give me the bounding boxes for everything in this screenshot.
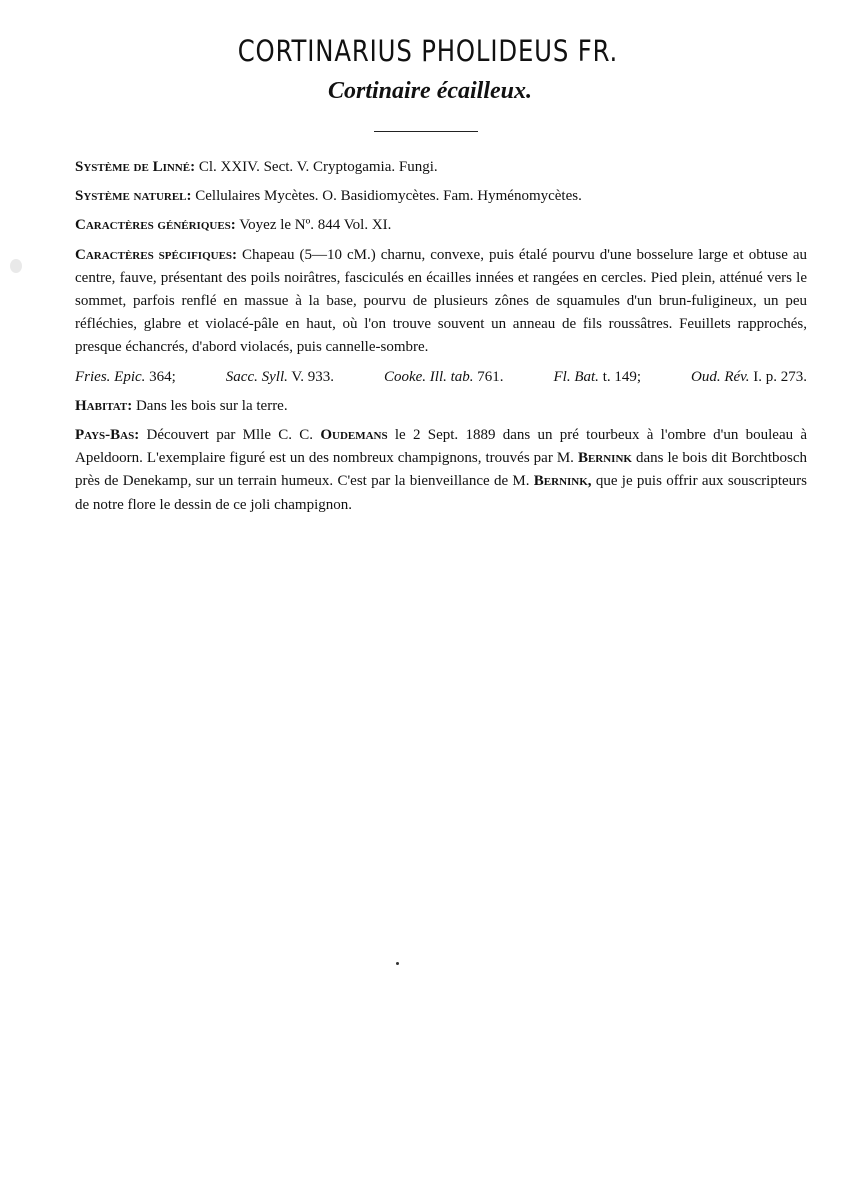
ink-speck: [396, 962, 399, 965]
ref-detail: t. 149;: [602, 368, 642, 385]
ref-oud: [691, 366, 807, 389]
ref-sacc: [226, 366, 334, 389]
section-label: Système naturel:: [75, 188, 192, 205]
section-text: Dans les bois sur la terre.: [135, 397, 288, 414]
section-label: Pays-Bas:: [75, 427, 140, 444]
section-habitat: [75, 395, 807, 418]
ref-detail: V. 933.: [291, 368, 334, 385]
paper-blemish: [10, 259, 22, 273]
ref-source: Fl. Bat.: [553, 368, 599, 385]
section-systeme-linne: [75, 156, 807, 179]
page-title: CORTINARIUS PHOLIDEUS FR.: [237, 34, 619, 68]
section-text: Cl. XXIV. Sect. V. Cryptogamia. Fungi.: [198, 159, 438, 175]
section-label: Caractères spécifiques:: [75, 246, 238, 263]
section-caracteres-generiques: [75, 214, 807, 237]
title-divider: [374, 131, 478, 132]
section-pays-bas: [75, 424, 807, 517]
description-body: [75, 156, 807, 523]
ref-source: Fries. Epic.: [75, 368, 146, 385]
section-label: Caractères génériques:: [75, 217, 236, 234]
ref-flbat: [554, 366, 642, 389]
section-text: le 2 Sept. 1889 dans un pré tourbeux à l'ombre d'un bouleau à Apeldoorn. L'exemplaire figuré est un des nombreux champignons, trouvés par M.: [75, 427, 808, 467]
section-text: Découvert par Mlle C. C.: [146, 427, 314, 444]
section-text: Chapeau (5—10 cM.) charnu, convexe, puis étalé pourvu d'une bosselure large et obtuse au centre, fauve, présentant des poils noirâtres, fasciculés en écailles innées et rangées en cercles. Pied plein, atténué vers le sommet, parfois renflé en massue à la base, pourvu de plusieurs zônes de squamules d'un brun-fuligineux, un peu réfléchies, glabre et violacé-pâle en haut, où l'on trouve souvent un anneau de fils roussâtres. Feuillets rapprochés, presque échancrés, d'abord violacés, puis cannelle-sombre.: [75, 246, 808, 356]
person-name: Bernink,: [533, 473, 592, 490]
section-text: dans le bois dit Borchtbosch près de Denekamp, sur un terrain humeux. C'est par la bienveillance de M.: [75, 450, 808, 490]
page-subtitle: Cortinaire écailleux.: [328, 78, 532, 104]
section-label: Système de Linné:: [75, 159, 196, 175]
ref-detail: I. p. 273.: [753, 368, 807, 385]
section-caracteres-specifiques: [75, 244, 807, 360]
ref-detail: 364;: [149, 368, 176, 385]
ref-source: Sacc. Syll.: [225, 368, 288, 385]
ref-fries: [75, 366, 176, 389]
ref-source: Cooke. Ill. tab.: [383, 368, 474, 385]
ref-detail: 761.: [477, 368, 504, 385]
ref-source: Oud. Rév.: [691, 368, 750, 385]
ref-cooke: [384, 366, 504, 389]
section-text: Voyez le Nº. 844 Vol. XI.: [239, 217, 392, 234]
section-text: que je puis offrir aux souscripteurs de notre flore le dessin de ce joli champignon.: [75, 473, 807, 513]
section-text: Cellulaires Mycètes. O. Basidiomycètes. Fam. Hyménomycètes.: [195, 188, 582, 205]
section-references: [75, 366, 807, 389]
person-name: Bernink: [577, 450, 632, 467]
section-systeme-naturel: [75, 185, 807, 208]
section-label: Habitat:: [75, 397, 133, 414]
person-name: Oudemans: [320, 427, 388, 444]
